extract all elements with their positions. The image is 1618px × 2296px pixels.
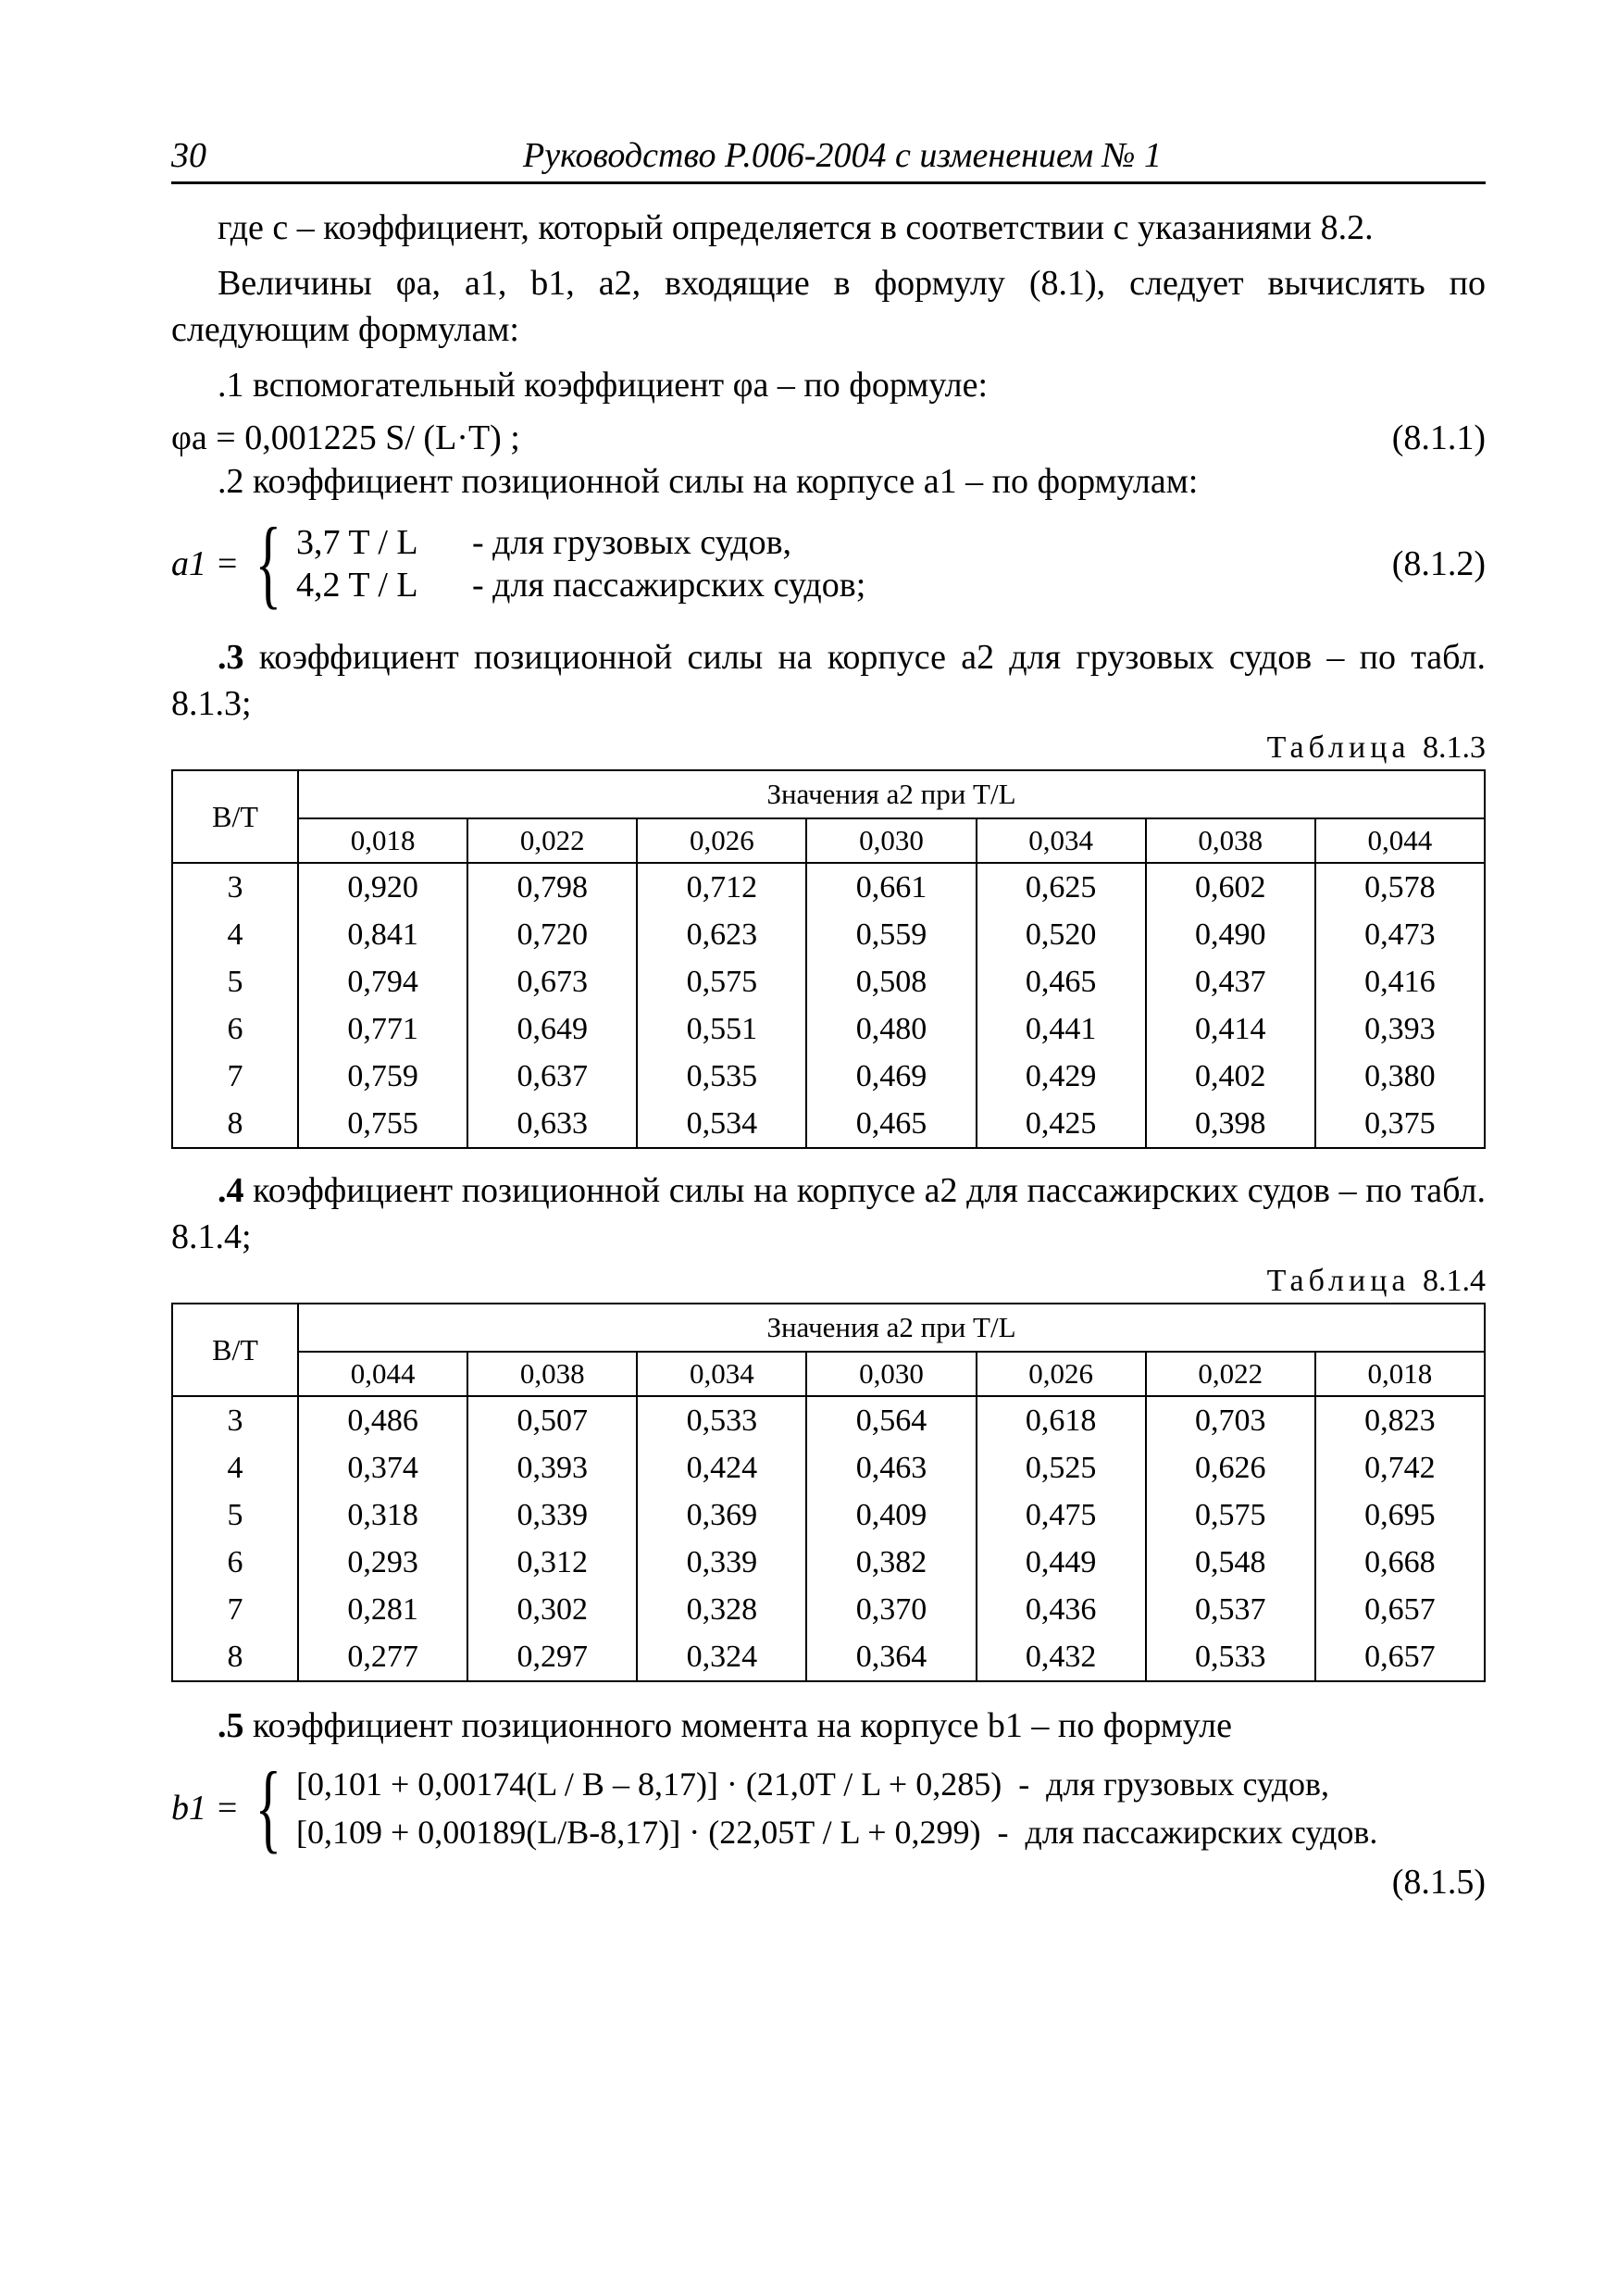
table-cell: 0,712 [637,863,806,911]
column-header: 0,030 [806,1352,976,1396]
formula-case [296,564,865,606]
table-row [172,1444,1485,1491]
table-cell: 0,771 [298,1005,467,1053]
table-cell: 0,324 [637,1633,806,1681]
table-cell: 0,533 [1146,1633,1315,1681]
caption-number: 8.1.4 [1423,1264,1486,1298]
case-expression: 3,7 T / L [296,523,418,562]
item-text: коэффициент позиционного момента на корпусе b1 – по формуле [253,1706,1232,1745]
paragraph-quantities: Величины φa, a1, b1, a2, входящие в формулу (8.1), следует вычислять по следующим формулам: [171,264,1486,349]
column-header: 0,038 [1146,818,1315,863]
table-cell: 0,473 [1315,911,1485,958]
row-label-cell: 8 [172,1633,298,1681]
row-header: B/T [172,770,298,863]
table-cell: 0,441 [977,1005,1146,1053]
table-cell: 0,920 [298,863,467,911]
item-3 [171,634,1486,727]
row-label-cell: 7 [172,1053,298,1100]
table-cell: 0,841 [298,911,467,958]
column-header: 0,018 [1315,1352,1485,1396]
table-cell: 0,559 [806,911,976,958]
table-cell: 0,575 [637,958,806,1005]
row-label-cell: 6 [172,1539,298,1586]
table-cell: 0,534 [637,1100,806,1148]
table-row [172,1396,1485,1444]
table-cell: 0,657 [1315,1633,1485,1681]
group-header: Значения a2 при T/L [298,1304,1485,1352]
table-cell: 0,673 [467,958,637,1005]
formula-lhs: b1 = [171,1789,240,1828]
document-page [171,130,1486,1903]
table-cell: 0,281 [298,1586,467,1633]
table-caption [171,1264,1486,1299]
data-table-8-1-4 [171,1303,1486,1682]
table-cell: 0,277 [298,1633,467,1681]
item-5 [171,1703,1486,1749]
table-cell: 0,297 [467,1633,637,1681]
row-label-cell: 4 [172,1444,298,1491]
row-label-cell: 6 [172,1005,298,1053]
column-header: 0,034 [637,1352,806,1396]
table-cell: 0,424 [637,1444,806,1491]
table-cell: 0,798 [467,863,637,911]
item-text: коэффициент позиционной силы на корпусе a2 для грузовых судов – по табл. 8.1.3; [171,638,1487,723]
left-brace-icon: { [255,508,282,618]
table-cell: 0,436 [977,1586,1146,1633]
table-cell: 0,414 [1146,1005,1315,1053]
table-cell: 0,564 [806,1396,976,1444]
column-header: 0,026 [637,818,806,863]
column-header: 0,022 [467,818,637,863]
table-cell: 0,649 [467,1005,637,1053]
table-cell: 0,602 [1146,863,1315,911]
table-cell: 0,409 [806,1491,976,1539]
formula-case [296,521,865,564]
table-cell: 0,490 [1146,911,1315,958]
table-cell: 0,507 [467,1396,637,1444]
row-label-cell: 4 [172,911,298,958]
table-cell: 0,402 [1146,1053,1315,1100]
row-label-cell: 5 [172,958,298,1005]
table-cell: 0,465 [977,958,1146,1005]
table-cell: 0,398 [1146,1100,1315,1148]
row-label-cell: 3 [172,863,298,911]
table-cell: 0,823 [1315,1396,1485,1444]
item-1: .1 вспомогательный коэффициент φa – по формуле: [218,366,989,405]
page-header [171,130,1486,184]
table-cell: 0,633 [467,1100,637,1148]
table-cell: 0,393 [1315,1005,1485,1053]
table-cell: 0,618 [977,1396,1146,1444]
table-cell: 0,374 [298,1444,467,1491]
table-cell: 0,393 [467,1444,637,1491]
table-cell: 0,475 [977,1491,1146,1539]
table-cell: 0,625 [977,863,1146,911]
formula-cases [296,1760,1377,1856]
table-row [172,1539,1485,1586]
item-2: .2 коэффициент позиционной силы на корпусе a1 – по формулам: [218,462,1199,501]
table-caption [171,730,1486,766]
table-cell: 0,375 [1315,1100,1485,1148]
column-header: 0,030 [806,818,976,863]
row-label-cell: 5 [172,1491,298,1539]
column-header: 0,038 [467,1352,637,1396]
case-condition: - для грузовых судов, [472,523,792,562]
column-header: 0,026 [977,1352,1146,1396]
formula-expression: φa = 0,001225 S/ (L·T) ; [171,418,520,457]
table-cell: 0,548 [1146,1539,1315,1586]
item-4 [171,1167,1486,1260]
caption-label: Таблица [1266,1264,1411,1298]
group-header: Значения a2 при T/L [298,770,1485,818]
table-cell: 0,551 [637,1005,806,1053]
table-cell: 0,425 [977,1100,1146,1148]
table-row [172,1053,1485,1100]
table-cell: 0,369 [637,1491,806,1539]
table-cell: 0,328 [637,1586,806,1633]
column-header: 0,018 [298,818,467,863]
table-cell: 0,370 [806,1586,976,1633]
table-cell: 0,578 [1315,863,1485,911]
formula-case: [0,109 + 0,00189(L/B-8,17)] · (22,05T / L + 0,299) - для пассажирских судов. [296,1814,1378,1851]
table-cell: 0,416 [1315,958,1485,1005]
table-cell: 0,339 [637,1539,806,1586]
table-cell: 0,486 [298,1396,467,1444]
item-number: .5 [218,1706,244,1745]
table-cell: 0,637 [467,1053,637,1100]
row-label-cell: 3 [172,1396,298,1444]
table-cell: 0,465 [806,1100,976,1148]
table-cell: 0,339 [467,1491,637,1539]
table-cell: 0,626 [1146,1444,1315,1491]
running-title: Руководство Р.006-2004 с изменением № 1 [523,136,1162,175]
table-row [172,1491,1485,1539]
formula-cases [296,521,865,606]
table-row [172,1005,1485,1053]
table-cell: 0,695 [1315,1491,1485,1539]
table-cell: 0,302 [467,1586,637,1633]
table-cell: 0,759 [298,1053,467,1100]
formula-case: [0,101 + 0,00174(L / B – 8,17)] · (21,0T / L + 0,285) - для грузовых судов, [296,1766,1330,1803]
equation-number: (8.1.2) [1391,544,1486,583]
table-row [172,958,1485,1005]
table-cell: 0,535 [637,1053,806,1100]
table-cell: 0,623 [637,911,806,958]
table-cell: 0,661 [806,863,976,911]
formula-lhs: a1 = [171,544,240,583]
row-label-cell: 8 [172,1100,298,1148]
table-row [172,1586,1485,1633]
column-header: 0,022 [1146,1352,1315,1396]
table-cell: 0,520 [977,911,1146,958]
table-cell: 0,703 [1146,1396,1315,1444]
table-cell: 0,480 [806,1005,976,1053]
table-cell: 0,668 [1315,1539,1485,1586]
table-cell: 0,720 [467,911,637,958]
table-cell: 0,533 [637,1396,806,1444]
table-row [172,1633,1485,1681]
table-cell: 0,449 [977,1539,1146,1586]
table-cell: 0,380 [1315,1053,1485,1100]
table-cell: 0,755 [298,1100,467,1148]
table-cell: 0,657 [1315,1586,1485,1633]
formula-8-1-2 [171,508,1486,618]
row-label-cell: 7 [172,1586,298,1633]
table-cell: 0,432 [977,1633,1146,1681]
formula-8-1-1 [171,418,1486,458]
table-cell: 0,382 [806,1539,976,1586]
row-header: B/T [172,1304,298,1396]
caption-label: Таблица [1266,730,1411,765]
table-cell: 0,742 [1315,1444,1485,1491]
table-cell: 0,437 [1146,958,1315,1005]
equation-number: (8.1.1) [1391,418,1486,457]
column-header: 0,044 [1315,818,1485,863]
table-cell: 0,469 [806,1053,976,1100]
table-cell: 0,575 [1146,1491,1315,1539]
table-cell: 0,463 [806,1444,976,1491]
table-row [172,1100,1485,1148]
table-cell: 0,312 [467,1539,637,1586]
table-cell: 0,794 [298,958,467,1005]
table-cell: 0,508 [806,958,976,1005]
case-expression: 4,2 T / L [296,566,418,605]
item-text: коэффициент позиционной силы на корпусе a2 для пассажирских судов – по табл. 8.1.4; [171,1171,1487,1256]
column-header: 0,044 [298,1352,467,1396]
paragraph-c-definition: где c – коэффициент, который определяется в соответствии с указаниями 8.2. [218,208,1374,247]
table-cell: 0,318 [298,1491,467,1539]
table-cell: 0,537 [1146,1586,1315,1633]
item-number: .3 [218,638,244,677]
case-condition: - для пассажирских судов; [472,566,866,605]
table-row [172,911,1485,958]
table-cell: 0,293 [298,1539,467,1586]
equation-number: (8.1.5) [1391,1863,1486,1902]
column-header: 0,034 [977,818,1146,863]
table-cell: 0,429 [977,1053,1146,1100]
page-number: 30 [171,136,206,175]
table-cell: 0,525 [977,1444,1146,1491]
caption-number: 8.1.3 [1423,730,1486,765]
item-number: .4 [218,1171,244,1210]
table-cell: 0,364 [806,1633,976,1681]
table-row [172,863,1485,911]
data-table-8-1-3 [171,769,1486,1149]
formula-8-1-5 [171,1753,1486,1863]
left-brace-icon: { [255,1753,282,1863]
